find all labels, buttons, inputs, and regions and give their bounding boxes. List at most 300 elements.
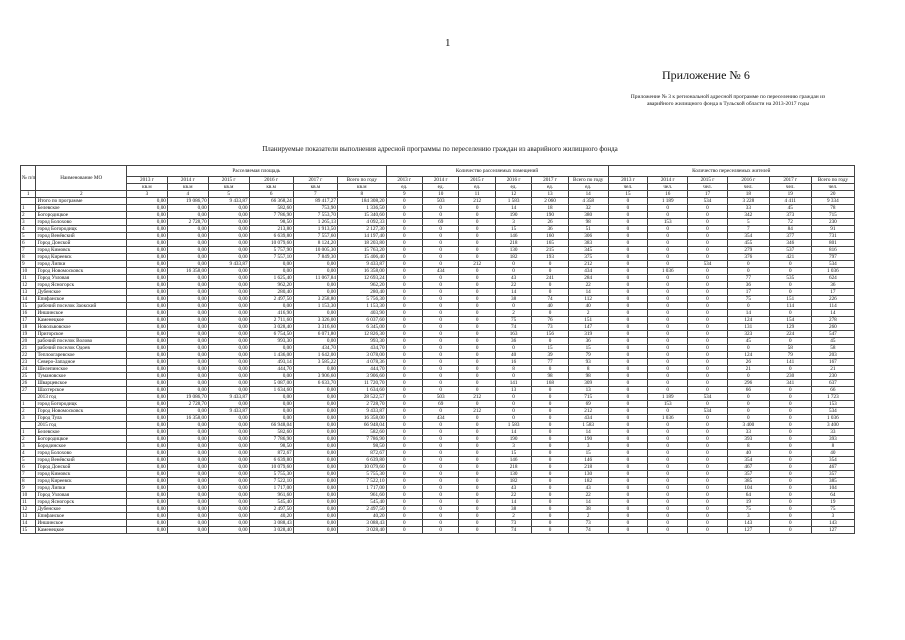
table-cell: 0,00 — [249, 415, 293, 422]
table-cell: 534 — [811, 408, 854, 415]
table-cell: 77 — [727, 275, 769, 282]
table-cell: 0,00 — [167, 499, 208, 506]
table-cell: 146 — [495, 457, 531, 464]
table-cell: 0 — [459, 205, 495, 212]
table-cell: 0 — [386, 352, 422, 359]
table-cell: 11 067,84 — [293, 275, 337, 282]
table-cell: 545,40 — [249, 499, 293, 506]
table-cell: 0,00 — [167, 422, 208, 429]
table-cell: 2 — [568, 513, 608, 520]
table-cell: 0 — [532, 261, 568, 268]
table-cell: 0 — [532, 492, 568, 499]
table-cell: 0 — [608, 310, 648, 317]
table-cell: 0 — [688, 268, 728, 275]
municipality-name: 2013 год — [36, 394, 127, 401]
table-cell: 961,60 — [249, 492, 293, 499]
table-cell: 0 — [423, 499, 459, 506]
table-cell: 0 — [688, 352, 728, 359]
table-cell: 0 — [423, 296, 459, 303]
table-cell: 0 — [532, 436, 568, 443]
table-cell: 0 — [769, 513, 811, 520]
table-cell: 7 522,10 — [249, 478, 293, 485]
table-cell: 260 — [811, 324, 854, 331]
table-cell: 16 — [495, 359, 531, 366]
row-index: 22 — [21, 352, 36, 359]
table-cell: 0 — [688, 219, 728, 226]
table-cell: 215 — [532, 247, 568, 254]
table-cell: 0,00 — [127, 212, 168, 219]
table-cell: 45 — [727, 338, 769, 345]
table-cell: 167 — [811, 359, 854, 366]
table-cell: 0,00 — [208, 247, 249, 254]
table-cell: 190 — [495, 212, 531, 219]
table-cell: 190 — [495, 436, 531, 443]
table-row — [21, 352, 855, 359]
table-cell: 0 — [688, 471, 728, 478]
table-cell: 0 — [688, 366, 728, 373]
table-cell: 3 400 — [811, 422, 854, 429]
table-cell: 0,00 — [208, 240, 249, 247]
table-row — [21, 233, 855, 240]
column-number: 5 — [208, 191, 249, 198]
table-cell: 16 358,00 — [337, 415, 386, 422]
table-cell: 0 — [648, 485, 688, 492]
table-cell: 19 086,70 — [167, 198, 208, 205]
column-number: 19 — [769, 191, 811, 198]
table-cell: 0 — [423, 233, 459, 240]
table-row — [21, 366, 855, 373]
summary-row — [21, 394, 855, 401]
unit-header: кв.м — [293, 184, 337, 191]
year-header: 2013 г — [608, 177, 648, 184]
table-cell: 2 — [495, 310, 531, 317]
table-cell: 0 — [688, 310, 728, 317]
table-cell: 0 — [769, 527, 811, 534]
table-cell: 13 — [495, 387, 531, 394]
table-cell: 0 — [688, 338, 728, 345]
table-cell: 0 — [608, 485, 648, 492]
table-cell: 0,00 — [167, 205, 208, 212]
municipality-name: Город Донской — [36, 240, 127, 247]
table-cell: 0 — [688, 226, 728, 233]
table-cell: 0 — [608, 345, 648, 352]
table-cell: 22 — [495, 492, 531, 499]
table-cell: 0 — [769, 408, 811, 415]
table-cell: 9 334 — [811, 198, 854, 205]
table-cell: 624 — [811, 275, 854, 282]
table-cell: 0 — [608, 317, 648, 324]
table-cell: 0,00 — [208, 527, 249, 534]
unit-header: ед. — [568, 184, 608, 191]
table-cell: 168 — [532, 380, 568, 387]
table-row — [21, 387, 855, 394]
table-cell: 36 — [495, 338, 531, 345]
table-cell: 154 — [769, 317, 811, 324]
table-cell: 0,00 — [127, 478, 168, 485]
table-cell: 0 — [386, 296, 422, 303]
table-cell: 534 — [811, 261, 854, 268]
table-row — [21, 436, 855, 443]
table-cell: 0,00 — [293, 338, 337, 345]
table-cell: 0,00 — [167, 289, 208, 296]
table-cell: 0 — [459, 415, 495, 422]
table-cell: 1 583 — [495, 422, 531, 429]
table-cell: 0,00 — [208, 422, 249, 429]
table-cell: 26 — [532, 219, 568, 226]
table-cell: 0,00 — [208, 387, 249, 394]
table-cell: 731 — [811, 233, 854, 240]
row-index: 3 — [21, 219, 36, 226]
table-cell: 0 — [769, 436, 811, 443]
table-cell: 40 — [568, 303, 608, 310]
table-row — [21, 485, 855, 492]
table-cell: 0 — [423, 338, 459, 345]
table-cell: 9 433,87 — [337, 408, 386, 415]
table-cell: 0 — [386, 506, 422, 513]
table-cell: 0,00 — [167, 520, 208, 527]
table-cell: 0,00 — [127, 282, 168, 289]
table-cell: 0 — [423, 212, 459, 219]
column-number: 4 — [167, 191, 208, 198]
table-cell: 434 — [568, 415, 608, 422]
table-cell: 212 — [568, 261, 608, 268]
table-cell: 0,00 — [208, 205, 249, 212]
table-cell: 4 358 — [568, 198, 608, 205]
table-cell: 58 — [811, 345, 854, 352]
table-cell: 0 — [386, 310, 422, 317]
table-cell: 0 — [688, 422, 728, 429]
table-cell: 0 — [459, 254, 495, 261]
table-cell: 455 — [727, 240, 769, 247]
table-cell: 0,00 — [293, 492, 337, 499]
table-cell: 0 — [386, 317, 422, 324]
row-index: 3 — [21, 415, 36, 422]
table-cell: 354 — [727, 457, 769, 464]
table-cell: 0,00 — [127, 366, 168, 373]
table-cell: 73 — [568, 520, 608, 527]
table-cell: 0,00 — [293, 310, 337, 317]
table-cell: 75 — [727, 296, 769, 303]
row-index: 11 — [21, 499, 36, 506]
table-cell: 12 826,30 — [337, 331, 386, 338]
table-cell: 40,20 — [249, 513, 293, 520]
row-index: 2 — [21, 212, 36, 219]
column-number: 15 — [608, 191, 648, 198]
table-cell: 0 — [386, 254, 422, 261]
table-cell: 0 — [648, 296, 688, 303]
table-cell: 0 — [648, 443, 688, 450]
table-cell: 0 — [688, 520, 728, 527]
table-cell: 0 — [532, 415, 568, 422]
municipality-name: Каменецкое — [36, 317, 127, 324]
table-row — [21, 338, 855, 345]
table-cell: 0 — [532, 289, 568, 296]
table-cell: 801 — [811, 240, 854, 247]
table-cell: 0,00 — [167, 324, 208, 331]
table-cell: 151 — [769, 296, 811, 303]
table-cell: 0 — [386, 233, 422, 240]
table-cell: 0 — [423, 513, 459, 520]
table-cell: 0 — [688, 359, 728, 366]
table-cell: 74 — [568, 527, 608, 534]
year-header: Всего по году — [568, 177, 608, 184]
table-cell: 0 — [608, 373, 648, 380]
table-cell: 0 — [423, 317, 459, 324]
table-cell: 0 — [608, 464, 648, 471]
table-cell: 0,00 — [127, 422, 168, 429]
table-cell: 18 — [532, 205, 568, 212]
table-cell: 0,00 — [127, 338, 168, 345]
table-cell: 75 — [727, 506, 769, 513]
column-number: 17 — [688, 191, 728, 198]
table-cell: 0 — [648, 436, 688, 443]
table-cell: 0 — [648, 289, 688, 296]
table-cell: 0,00 — [293, 415, 337, 422]
table-cell: 0,00 — [167, 212, 208, 219]
table-cell: 0 — [459, 359, 495, 366]
table-cell: 0 — [608, 506, 648, 513]
table-cell: 0,00 — [293, 261, 337, 268]
table-cell: 0,00 — [167, 303, 208, 310]
table-cell: 0,00 — [167, 331, 208, 338]
summary-row — [21, 422, 855, 429]
table-cell: 0,00 — [293, 513, 337, 520]
table-cell: 0,00 — [208, 359, 249, 366]
table-cell: 0 — [386, 289, 422, 296]
table-cell: 0 — [727, 415, 769, 422]
table-cell: 7 786,90 — [249, 212, 293, 219]
table-cell: 76 — [532, 317, 568, 324]
table-cell: 0,00 — [293, 436, 337, 443]
table-cell: 0,00 — [208, 513, 249, 520]
table-cell: 0 — [769, 506, 811, 513]
table-cell: 0 — [648, 450, 688, 457]
table-cell: 0 — [423, 478, 459, 485]
table-cell: 0 — [688, 513, 728, 520]
table-cell: 0 — [386, 219, 422, 226]
table-cell: 0,00 — [127, 408, 168, 415]
row-index: 6 — [21, 464, 36, 471]
table-cell: 0 — [608, 513, 648, 520]
table-cell: 0 — [769, 422, 811, 429]
table-cell: 0 — [608, 247, 648, 254]
column-number: 10 — [423, 191, 459, 198]
table-cell: 2 711,60 — [249, 317, 293, 324]
table-cell: 0 — [608, 331, 648, 338]
table-cell: 0 — [608, 436, 648, 443]
table-cell: 0 — [423, 506, 459, 513]
table-cell: 0 — [608, 198, 648, 205]
table-cell: 0 — [532, 471, 568, 478]
table-cell: 0 — [727, 345, 769, 352]
table-cell: 961,60 — [337, 492, 386, 499]
table-cell: 444,70 — [337, 366, 386, 373]
table-cell: 0,00 — [208, 338, 249, 345]
table-cell: 0,00 — [127, 387, 168, 394]
municipality-name: Иншинское — [36, 520, 127, 527]
table-cell: 0 — [459, 303, 495, 310]
table-row — [21, 282, 855, 289]
table-cell: 0 — [769, 429, 811, 436]
table-cell: 6 071,80 — [293, 331, 337, 338]
table-cell: 0,00 — [208, 443, 249, 450]
table-cell: 0 — [608, 492, 648, 499]
table-cell: 14 — [495, 429, 531, 436]
table-cell: 0 — [386, 324, 422, 331]
table-cell: 64 — [811, 492, 854, 499]
table-cell: 40,20 — [337, 513, 386, 520]
table-cell: 40 — [811, 450, 854, 457]
year-header: 2016 г — [495, 177, 531, 184]
column-number: 8 — [337, 191, 386, 198]
table-cell: 212 — [568, 408, 608, 415]
table-cell: 0 — [386, 380, 422, 387]
table-cell: 36 — [811, 282, 854, 289]
table-cell: 0 — [459, 289, 495, 296]
municipality-name: Теплоогаревское — [36, 352, 127, 359]
table-cell: 534 — [688, 261, 728, 268]
table-cell: 0,00 — [208, 485, 249, 492]
table-cell: 0 — [769, 520, 811, 527]
table-cell: 0,00 — [208, 352, 249, 359]
table-cell: 0 — [648, 303, 688, 310]
table-cell: 0 — [459, 226, 495, 233]
table-cell: 2 497,50 — [249, 296, 293, 303]
table-cell: 13 — [568, 387, 608, 394]
table-cell: 72 — [769, 219, 811, 226]
table-cell: 0 — [648, 233, 688, 240]
table-cell: 0 — [423, 205, 459, 212]
unit-header-row — [21, 184, 855, 191]
table-cell: 1 265,13 — [293, 219, 337, 226]
table-cell: 0 — [532, 527, 568, 534]
table-cell: 6 345,00 — [337, 324, 386, 331]
table-cell: 0,00 — [208, 450, 249, 457]
table-cell: 354 — [727, 233, 769, 240]
table-cell: 89 417,27 — [293, 198, 337, 205]
table-cell: 0,00 — [127, 394, 168, 401]
row-index: 21 — [21, 345, 36, 352]
table-cell: 0 — [688, 401, 728, 408]
table-cell: 1 723 — [811, 394, 854, 401]
table-cell: 0 — [648, 457, 688, 464]
table-cell: 2 — [495, 513, 531, 520]
table-cell: 224 — [769, 331, 811, 338]
table-cell: 33 — [811, 429, 854, 436]
table-cell: 0 — [423, 240, 459, 247]
table-cell: 0 — [386, 387, 422, 394]
table-cell: 0 — [688, 380, 728, 387]
table-cell: 0 — [459, 513, 495, 520]
table-cell: 279 — [727, 247, 769, 254]
table-row — [21, 471, 855, 478]
table-cell: 0 — [423, 471, 459, 478]
table-cell: 0 — [769, 261, 811, 268]
municipality-name: Город Новомосковск — [36, 268, 127, 275]
table-cell: 0,00 — [208, 492, 249, 499]
table-cell: 43 — [495, 275, 531, 282]
table-cell: 0,00 — [127, 499, 168, 506]
table-cell: 434 — [568, 268, 608, 275]
table-cell: 212 — [459, 408, 495, 415]
table-cell: 0,00 — [293, 464, 337, 471]
table-row — [21, 205, 855, 212]
table-cell: 98 — [568, 373, 608, 380]
table-cell: 1 036 — [648, 268, 688, 275]
table-cell: 0,00 — [208, 506, 249, 513]
table-cell: 0 — [386, 394, 422, 401]
table-cell: 0 — [459, 212, 495, 219]
row-index: 8 — [21, 478, 36, 485]
table-cell: 753,90 — [293, 205, 337, 212]
table-cell: 0 — [648, 471, 688, 478]
table-cell: 66 — [811, 387, 854, 394]
table-cell: 0 — [386, 359, 422, 366]
table-cell: 0 — [386, 345, 422, 352]
table-cell: 0 — [688, 324, 728, 331]
table-cell: 0,00 — [208, 436, 249, 443]
table-cell: 0 — [688, 478, 728, 485]
table-cell: 0 — [608, 394, 648, 401]
table-cell: 0,00 — [127, 289, 168, 296]
municipality-name: Город Тула — [36, 415, 127, 422]
table-cell: 153 — [648, 401, 688, 408]
table-cell: 0,00 — [208, 219, 249, 226]
table-cell: 0 — [608, 352, 648, 359]
table-cell: 0 — [688, 464, 728, 471]
table-cell: 0,00 — [167, 436, 208, 443]
table-cell: 69 — [423, 219, 459, 226]
table-cell: 0,00 — [127, 436, 168, 443]
table-cell: 73 — [495, 520, 531, 527]
table-cell: 9 433,87 — [208, 261, 249, 268]
table-cell: 0,00 — [127, 380, 168, 387]
table-cell: 0 — [532, 338, 568, 345]
table-cell: 0 — [608, 429, 648, 436]
table-cell: 0 — [532, 282, 568, 289]
table-cell: 3 — [495, 443, 531, 450]
table-cell: 16 358,00 — [167, 268, 208, 275]
table-cell: 212 — [459, 394, 495, 401]
row-index: 24 — [21, 366, 36, 373]
row-index: 16 — [21, 310, 36, 317]
table-cell: 0 — [386, 282, 422, 289]
table-cell: 0 — [423, 436, 459, 443]
table-cell: 8 — [495, 366, 531, 373]
table-cell: 0 — [423, 485, 459, 492]
table-row — [21, 310, 855, 317]
table-cell: 0 — [688, 485, 728, 492]
table-cell: 0 — [423, 289, 459, 296]
table-cell: 0 — [769, 366, 811, 373]
table-cell: 0 — [648, 352, 688, 359]
unit-header: ед. — [495, 184, 531, 191]
table-cell: 0 — [688, 205, 728, 212]
table-cell: 0,00 — [167, 471, 208, 478]
table-cell: 0,00 — [127, 310, 168, 317]
table-cell: 0,00 — [208, 499, 249, 506]
row-index: 12 — [21, 282, 36, 289]
municipality-name: Город Узловая — [36, 275, 127, 282]
table-cell: 0 — [459, 443, 495, 450]
table-cell: 0 — [423, 443, 459, 450]
table-cell: 373 — [769, 212, 811, 219]
table-cell: 0,00 — [293, 268, 337, 275]
table-cell: 184 308,20 — [337, 198, 386, 205]
col-header-num: № п/п — [21, 166, 36, 191]
table-cell: 0 — [386, 513, 422, 520]
table-cell: 45 — [811, 338, 854, 345]
